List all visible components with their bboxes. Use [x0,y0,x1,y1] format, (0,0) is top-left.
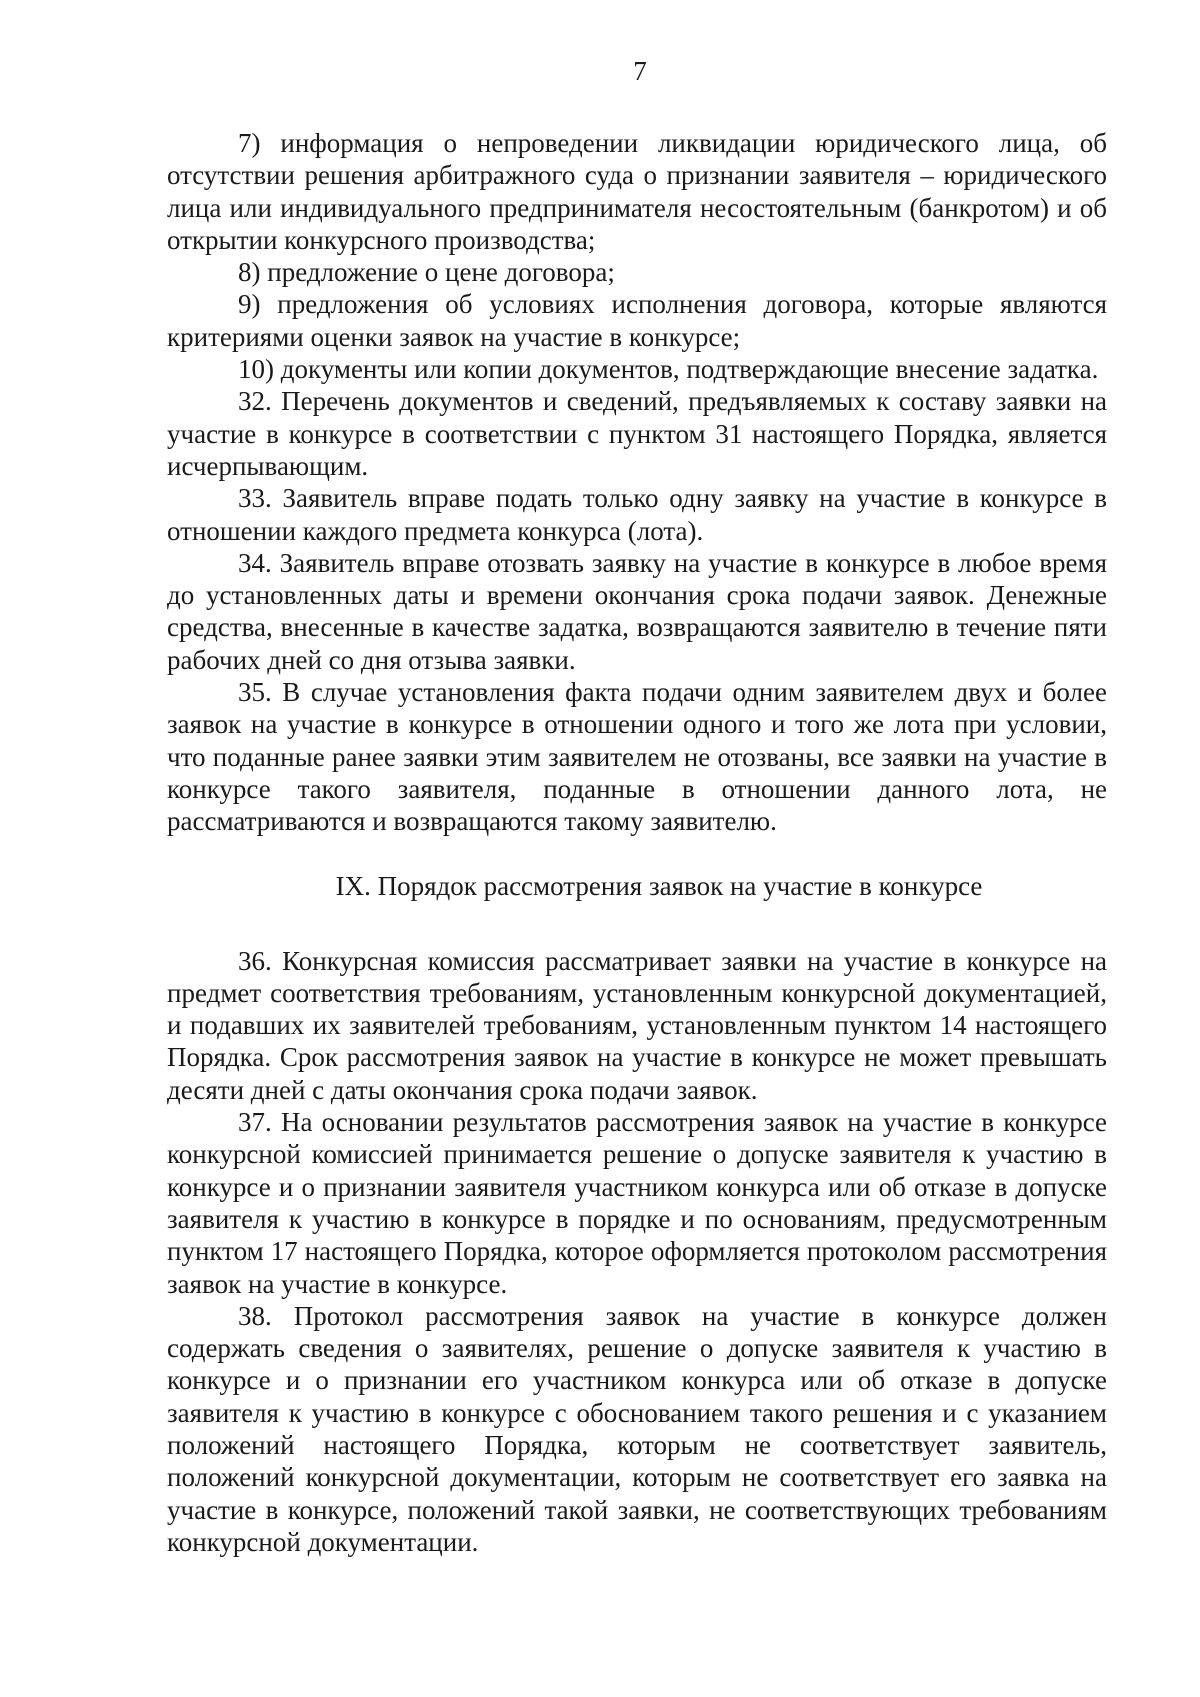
paragraph-33: 33. Заявитель вправе подать только одну заявку на участие в конкурсе в отношении каждого предмета конкурса (лота). [167,483,1107,546]
page-number: 7 [633,56,647,86]
section-heading: IX. Порядок рассмотрения заявок на участие в конкурсе [335,870,983,901]
document-page [167,55,1107,1558]
paragraph-item-10: 10) документы или копии документов, подтверждающие внесение задатка. [238,354,1099,385]
paragraph-34: 34. Заявитель вправе отозвать заявку на участие в конкурсе в любое время до установленных даты и времени окончания срока подачи заявок. Денежные средства, внесенные в качестве задатка, возвращаются заявителю в течение пяти рабочих дней со дня отзыва заявки. [167,547,1107,675]
paragraph-32: 32. Перечень документов и сведений, предъявляемых к составу заявки на участие в конкурсе в соответствии с пунктом 31 настоящего Порядка, является исчерпывающим. [167,386,1107,481]
paragraph-37: 37. На основании результатов рассмотрения заявок на участие в конкурсе конкурсной комиссией принимается решение о допуске заявителя к участию в конкурсе и о признании заявителя участником конкурса или об отказе в допуске заявителя к участию в конкурсе в порядке и по основаниям, предусмотренным пунктом 17 настоящего Порядка, которое оформляется протоколом рассмотрения заявок на участие в конкурсе. [167,1107,1107,1299]
paragraph-item-7: 7) информация о непроведении ликвидации юридического лица, об отсутствии решения арбитражного суда о признании заявителя – юридического лица или индивидуального предпринимателя несостоятельным (банкротом) и об открытии конкурсного производства; [167,128,1107,255]
paragraph-36: 36. Конкурсная комиссия рассматривает заявки на участие в конкурсе на предмет соответствия требованиям, установленным конкурсной документацией, и подавших их заявителей требованиям, установленным пунктом 14 настоящего Порядка. Срок рассмотрения заявок на участие в конкурсе не может превышать десяти дней с даты окончания срока подачи заявок. [167,945,1107,1105]
paragraph-35: 35. В случае установления факта подачи одним заявителем двух и более заявок на участие в конкурсе в отношении одного и того же лота при условии, что поданные ранее заявки этим заявителем не отозваны, все заявки на участие в конкурсе такого заявителя, поданные в отношении данного лота, не рассматриваются и возвращаются такому заявителю. [167,677,1107,837]
paragraph-38: 38. Протокол рассмотрения заявок на участие в конкурсе должен содержать сведения о заявителях, решение о допуске заявителя к участию в конкурсе и о признании его участником конкурса или об отказе в допуске заявителя к участию в конкурсе с обоснованием такого решения и с указанием положений настоящего Порядка, которым не соответствует заявитель, положений конкурсной документации, которым не соответствует его заявка на участие в конкурсе, положений такой заявки, не соответствующих требованиям конкурсной документации. [167,1300,1107,1557]
paragraph-item-9: 9) предложения об условиях исполнения договора, которые являются критериями оценки заявок на участие в конкурсе; [167,289,1107,352]
paragraph-item-8: 8) предложение о цене договора; [238,257,615,288]
